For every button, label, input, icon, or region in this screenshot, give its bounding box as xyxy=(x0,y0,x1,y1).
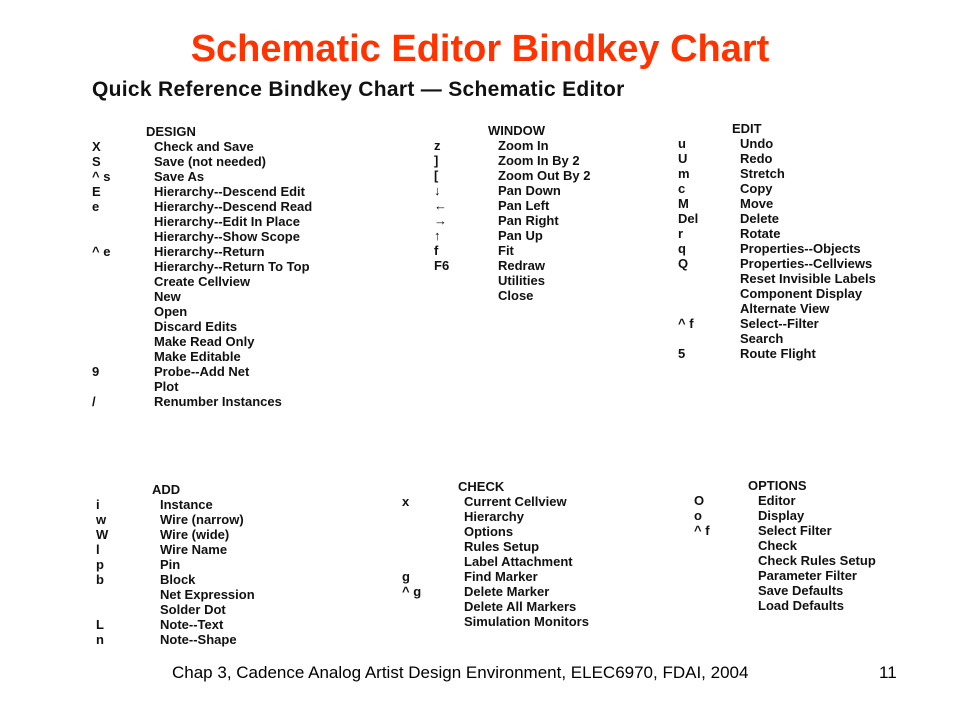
bindkey-action: Zoom In xyxy=(498,138,549,153)
bindkey-action: Hierarchy--Descend Edit xyxy=(154,184,305,199)
bindkey-action: Properties--Objects xyxy=(740,241,861,256)
bindkey-action: Probe--Add Net xyxy=(154,364,250,379)
bindkey-action: Solder Dot xyxy=(160,602,226,617)
section-title: EDIT xyxy=(732,121,762,136)
bindkey-action: Zoom In By 2 xyxy=(498,153,580,168)
bindkey-action: Note--Text xyxy=(160,617,224,632)
bindkey-action: Reset Invisible Labels xyxy=(740,271,876,286)
bindkey-action: Check Rules Setup xyxy=(758,553,876,568)
section-title: OPTIONS xyxy=(748,478,807,493)
bindkey-action: Move xyxy=(740,196,774,211)
bindkey-action: Hierarchy--Edit In Place xyxy=(154,214,300,229)
bindkey-action: Select--Filter xyxy=(740,316,819,331)
bindkey-action: Label Attachment xyxy=(464,554,573,569)
bindkey-action: Load Defaults xyxy=(758,598,844,613)
bindkey-action: Find Marker xyxy=(464,569,538,584)
bindkey-action: Editor xyxy=(758,493,796,508)
bindkey-key: X xyxy=(92,139,101,154)
bindkey-action: Fit xyxy=(498,243,514,258)
bindkey-action: Open xyxy=(154,304,188,319)
bindkey-action: Check and Save xyxy=(154,139,254,154)
bindkey-key: e xyxy=(92,199,100,214)
bindkey-action: Hierarchy--Descend Read xyxy=(154,199,313,214)
bindkey-key: ↑ xyxy=(434,228,441,243)
bindkey-action: Check xyxy=(758,538,798,553)
bindkey-key: g xyxy=(402,569,410,584)
bindkey-action: New xyxy=(154,289,181,304)
section-title: ADD xyxy=(152,482,181,497)
bindkey-action: Discard Edits xyxy=(154,319,238,334)
bindkey-action: Properties--Cellviews xyxy=(740,256,873,271)
bindkey-action: Component Display xyxy=(740,286,863,301)
bindkey-action: Delete xyxy=(740,211,780,226)
bindkey-action: Close xyxy=(498,288,534,303)
bindkey-action: Make Editable xyxy=(154,349,241,364)
bindkey-key: z xyxy=(434,138,441,153)
bindkey-action: Pan Down xyxy=(498,183,561,198)
slide-title: Schematic Editor Bindkey Chart xyxy=(190,28,770,70)
bindkey-key: Del xyxy=(678,211,699,226)
bindkey-action: Rotate xyxy=(740,226,781,241)
bindkey-key: / xyxy=(92,394,96,409)
bindkey-action: Stretch xyxy=(740,166,785,181)
bindkey-action: Create Cellview xyxy=(154,274,251,289)
bindkey-key: l xyxy=(96,542,100,557)
bindkey-key: n xyxy=(96,632,104,647)
bindkey-key: 5 xyxy=(678,346,686,361)
bindkey-action: Hierarchy xyxy=(464,509,524,524)
bindkey-action: Display xyxy=(758,508,805,523)
bindkey-action: Redraw xyxy=(498,258,545,273)
bindkey-key: ^ e xyxy=(92,244,111,259)
section-title: CHECK xyxy=(458,479,505,494)
bindkey-key: o xyxy=(694,508,702,523)
bindkey-action: Save As xyxy=(154,169,205,184)
bindkey-action: Alternate View xyxy=(740,301,830,316)
bindkey-key: [ xyxy=(434,168,439,183)
bindkey-action: Zoom Out By 2 xyxy=(498,168,591,183)
bindkey-action: Pan Up xyxy=(498,228,543,243)
bindkey-key: x xyxy=(402,494,410,509)
bindkey-key: U xyxy=(678,151,688,166)
slide-footer: Chap 3, Cadence Analog Artist Design Environment, ELEC6970, FDAI, 2004 xyxy=(172,663,749,682)
bindkey-key: ↓ xyxy=(434,183,441,198)
bindkey-action: Delete Marker xyxy=(464,584,550,599)
bindkey-key: ^ f xyxy=(694,523,710,538)
bindkey-key: O xyxy=(694,493,705,508)
bindkey-key: E xyxy=(92,184,101,199)
bindkey-key: ^ s xyxy=(92,169,111,184)
bindkey-key: F6 xyxy=(434,258,450,273)
bindkey-key: ← xyxy=(434,198,447,213)
bindkey-key: f xyxy=(434,243,439,258)
bindkey-action: Redo xyxy=(740,151,773,166)
bindkey-key: w xyxy=(96,512,107,527)
section-title: WINDOW xyxy=(488,123,546,138)
bindkey-action: Delete All Markers xyxy=(464,599,577,614)
bindkey-key: m xyxy=(678,166,690,181)
bindkey-key: ] xyxy=(434,153,439,168)
bindkey-key: p xyxy=(96,557,104,572)
bindkey-action: Select Filter xyxy=(758,523,832,538)
bindkey-action: Pan Left xyxy=(498,198,550,213)
bindkey-action: Parameter Filter xyxy=(758,568,857,583)
bindkey-action: Simulation Monitors xyxy=(464,614,589,629)
bindkey-key: ^ g xyxy=(402,584,422,599)
bindkey-action: Search xyxy=(740,331,784,346)
section-title: DESIGN xyxy=(146,124,196,139)
bindkey-key: i xyxy=(96,497,100,512)
bindkey-chart-scan xyxy=(82,72,922,652)
bindkey-action: Current Cellview xyxy=(464,494,567,509)
bindkey-action: Save Defaults xyxy=(758,583,844,598)
bindkey-action: Renumber Instances xyxy=(154,394,282,409)
bindkey-action: Note--Shape xyxy=(160,632,237,647)
bindkey-action: Rules Setup xyxy=(464,539,540,554)
bindkey-action: Instance xyxy=(160,497,213,512)
bindkey-action: Wire (wide) xyxy=(160,527,230,542)
bindkey-key: M xyxy=(678,196,689,211)
bindkey-key: r xyxy=(678,226,684,241)
bindkey-action: Route Flight xyxy=(740,346,816,361)
bindkey-action: Undo xyxy=(740,136,774,151)
bindkey-action: Plot xyxy=(154,379,179,394)
bindkey-key: b xyxy=(96,572,104,587)
bindkey-key: → xyxy=(434,213,447,228)
bindkey-action: Net Expression xyxy=(160,587,255,602)
bindkey-action: Make Read Only xyxy=(154,334,255,349)
bindkey-key: u xyxy=(678,136,686,151)
bindkey-action: Block xyxy=(160,572,196,587)
bindkey-action: Utilities xyxy=(498,273,545,288)
page-number: 11 xyxy=(879,663,897,682)
bindkey-action: Hierarchy--Show Scope xyxy=(154,229,300,244)
bindkey-action: Wire (narrow) xyxy=(160,512,244,527)
bindkey-action: Pan Right xyxy=(498,213,559,228)
bindkey-key: W xyxy=(96,527,109,542)
chart-heading: Quick Reference Bindkey Chart — Schematic Editor xyxy=(92,78,625,101)
bindkey-key: q xyxy=(678,241,686,256)
bindkey-action: Hierarchy--Return To Top xyxy=(154,259,310,274)
bindkey-action: Save (not needed) xyxy=(154,154,266,169)
bindkey-key: S xyxy=(92,154,101,169)
bindkey-key: c xyxy=(678,181,686,196)
bindkey-key: Q xyxy=(678,256,689,271)
bindkey-key: 9 xyxy=(92,364,100,379)
bindkey-action: Pin xyxy=(160,557,181,572)
bindkey-action: Options xyxy=(464,524,514,539)
bindkey-action: Wire Name xyxy=(160,542,228,557)
bindkey-key: L xyxy=(96,617,104,632)
bindkey-action: Copy xyxy=(740,181,773,196)
bindkey-action: Hierarchy--Return xyxy=(154,244,265,259)
bindkey-key: ^ f xyxy=(678,316,694,331)
